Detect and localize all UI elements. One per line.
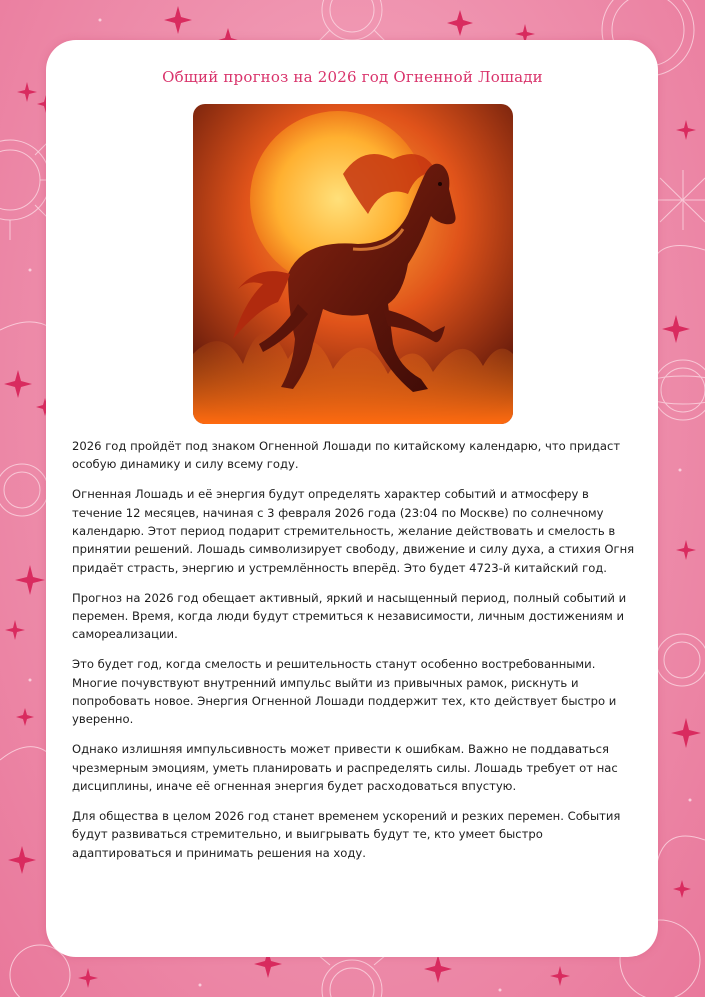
fire-horse-illustration (193, 104, 513, 424)
paragraph-3: Прогноз на 2026 год обещает активный, яркий и насыщенный период, полный событий и перемен. Время, когда люди будут стремиться к независимости, личным достижениям и самореализации. (72, 590, 627, 642)
paragraph-4: Это будет год, когда смелость и решительность станут особенно востребованными. Многие почувствуют внутренний импульс выйти из привычных рамок, рискнуть и попробовать новое. Энергия Огненной Лошади поддержит тех, кто действует быстро и уверенно. (72, 657, 617, 727)
article-body (72, 437, 637, 873)
paragraph-2: Огненная Лошадь и её энергия будут определять характер событий и атмосферу в течение 12 месяцев, начиная с 3 февраля 2026 года (23:04 по Москве) по солнечному календарю. Этот период подарит стремительность, желание действовать и смелость в принятии решений. Лошадь символизирует свободу, движение и силу духа, а стихия Огня придаёт страсть, энергию и устремлённость вперёд. Это будет 4723-й китайский год. (72, 487, 635, 575)
paragraph-5: Однако излишняя импульсивность может привести к ошибкам. Важно не поддаваться чрезмерным эмоциям, уметь планировать и распределять силы. Лошадь требует от нас дисциплины, иначе её огненная энергия будет расходоваться впустую. (72, 742, 618, 794)
page-title: Общий прогноз на 2026 год Огненной Лошади (162, 68, 543, 86)
paragraph-1: 2026 год пройдёт под знаком Огненной Лошади по китайскому календарю, что придаст особую динамику и силу всему году. (72, 439, 621, 472)
paragraph-6: Для общества в целом 2026 год станет временем ускорений и резких перемен. События будут развиваться стремительно, и выигрывать будут те, кто умеет быстро адаптироваться и принимать решения на ходу. (72, 808, 621, 860)
